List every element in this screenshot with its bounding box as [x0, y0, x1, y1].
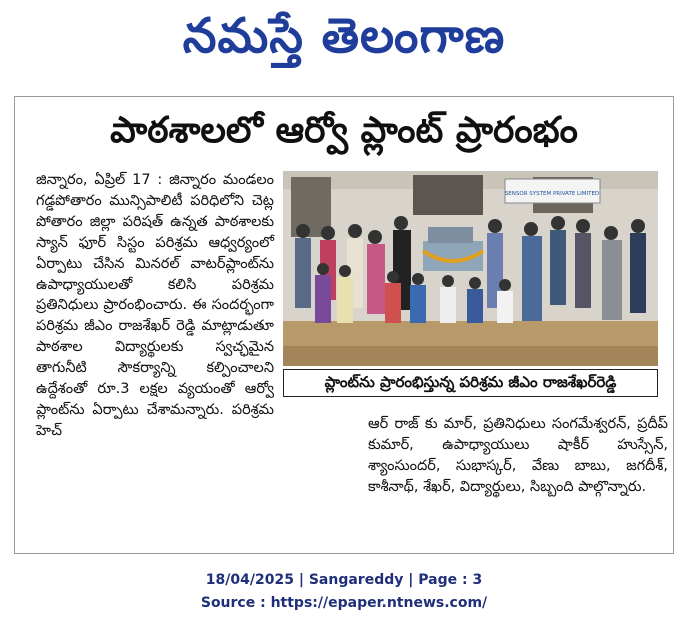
photo-illustration [283, 171, 658, 366]
article-body-left-column: జిన్నారం, ఏప్రిల్ 17 : జిన్నారం మండలం గడ్డపోతారం మున్సిపాలిటీ పరిధిలోని చెట్ల పోతారం జిల్లా పరిషత్ ఉన్నత పాఠశాలకు స్యాన్ ఫూర్ సిస్టం పరిశ్రమ ఆధ్వర్యంలో ఏర్పాటు చేసిన మినరల్ వాటర్‌ప్లాంట్‌ను ఉపాధ్యాయులతో కలిసి పరిశ్రమ ప్రతినిధులు ప్రారంభించారు. ఈ సందర్భంగా పరిశ్రమ జీఎం రాజశేఖర్ రెడ్డి మాట్లాడుతూ పాఠశాల విద్యార్థులకు స్వచ్ఛమైన తాగునీటి సౌకర్యాన్ని కల్పించాలని ఉద్దేశంతో రూ.3 లక్షల వ్యయంతో ఆర్వో ప్లాంట్‌ను ఏర్పాటు చేశామన్నారు. పరిశ్రమ హెచ్ [36, 172, 274, 439]
footer-page: Page : 3 [418, 572, 483, 588]
article-headline: పాఠశాలలో ఆర్వో ప్లాంట్ ప్రారంభం [110, 110, 578, 151]
footer-date: 18/04/2025 [205, 572, 294, 588]
article-body-right-column: ఆర్ రాజ్ కు మార్, ప్రతినిధులు సంగమేశ్వరన్, ప్రదీప్ కుమార్, ఉపాధ్యాయులు షాకీర్ హుస్సేన్, శ్యాంసుందర్, సుభాస్కర్, వేణు బాబు, జగదీశ్, కాశీనాథ్, శేఖర్, విద్యార్థులు, సిబ్బంది పాల్గొన్నారు. [368, 416, 668, 495]
newspaper-masthead: నమస్తే తెలంగాణ [182, 8, 506, 64]
footer-edition: Sangareddy [308, 572, 404, 588]
footer-date-line [0, 572, 688, 588]
footer-source-link[interactable]: https://epaper.ntnews.com/ [270, 595, 488, 611]
footer-source-line [0, 595, 688, 611]
photo-caption: ప్లాంట్‌ను ప్రారంభిస్తున్న పరిశ్రమ జీఎం రాజశేఖర్‌రెడ్డి [283, 369, 658, 397]
footer-source-label: Source : [200, 595, 266, 611]
article-photo [283, 171, 658, 366]
photo-sign-text: SENSOR SYSTEM PRIVATE LIMITED [504, 191, 600, 197]
footer-separator: | [408, 572, 419, 588]
footer-separator: | [298, 572, 309, 588]
